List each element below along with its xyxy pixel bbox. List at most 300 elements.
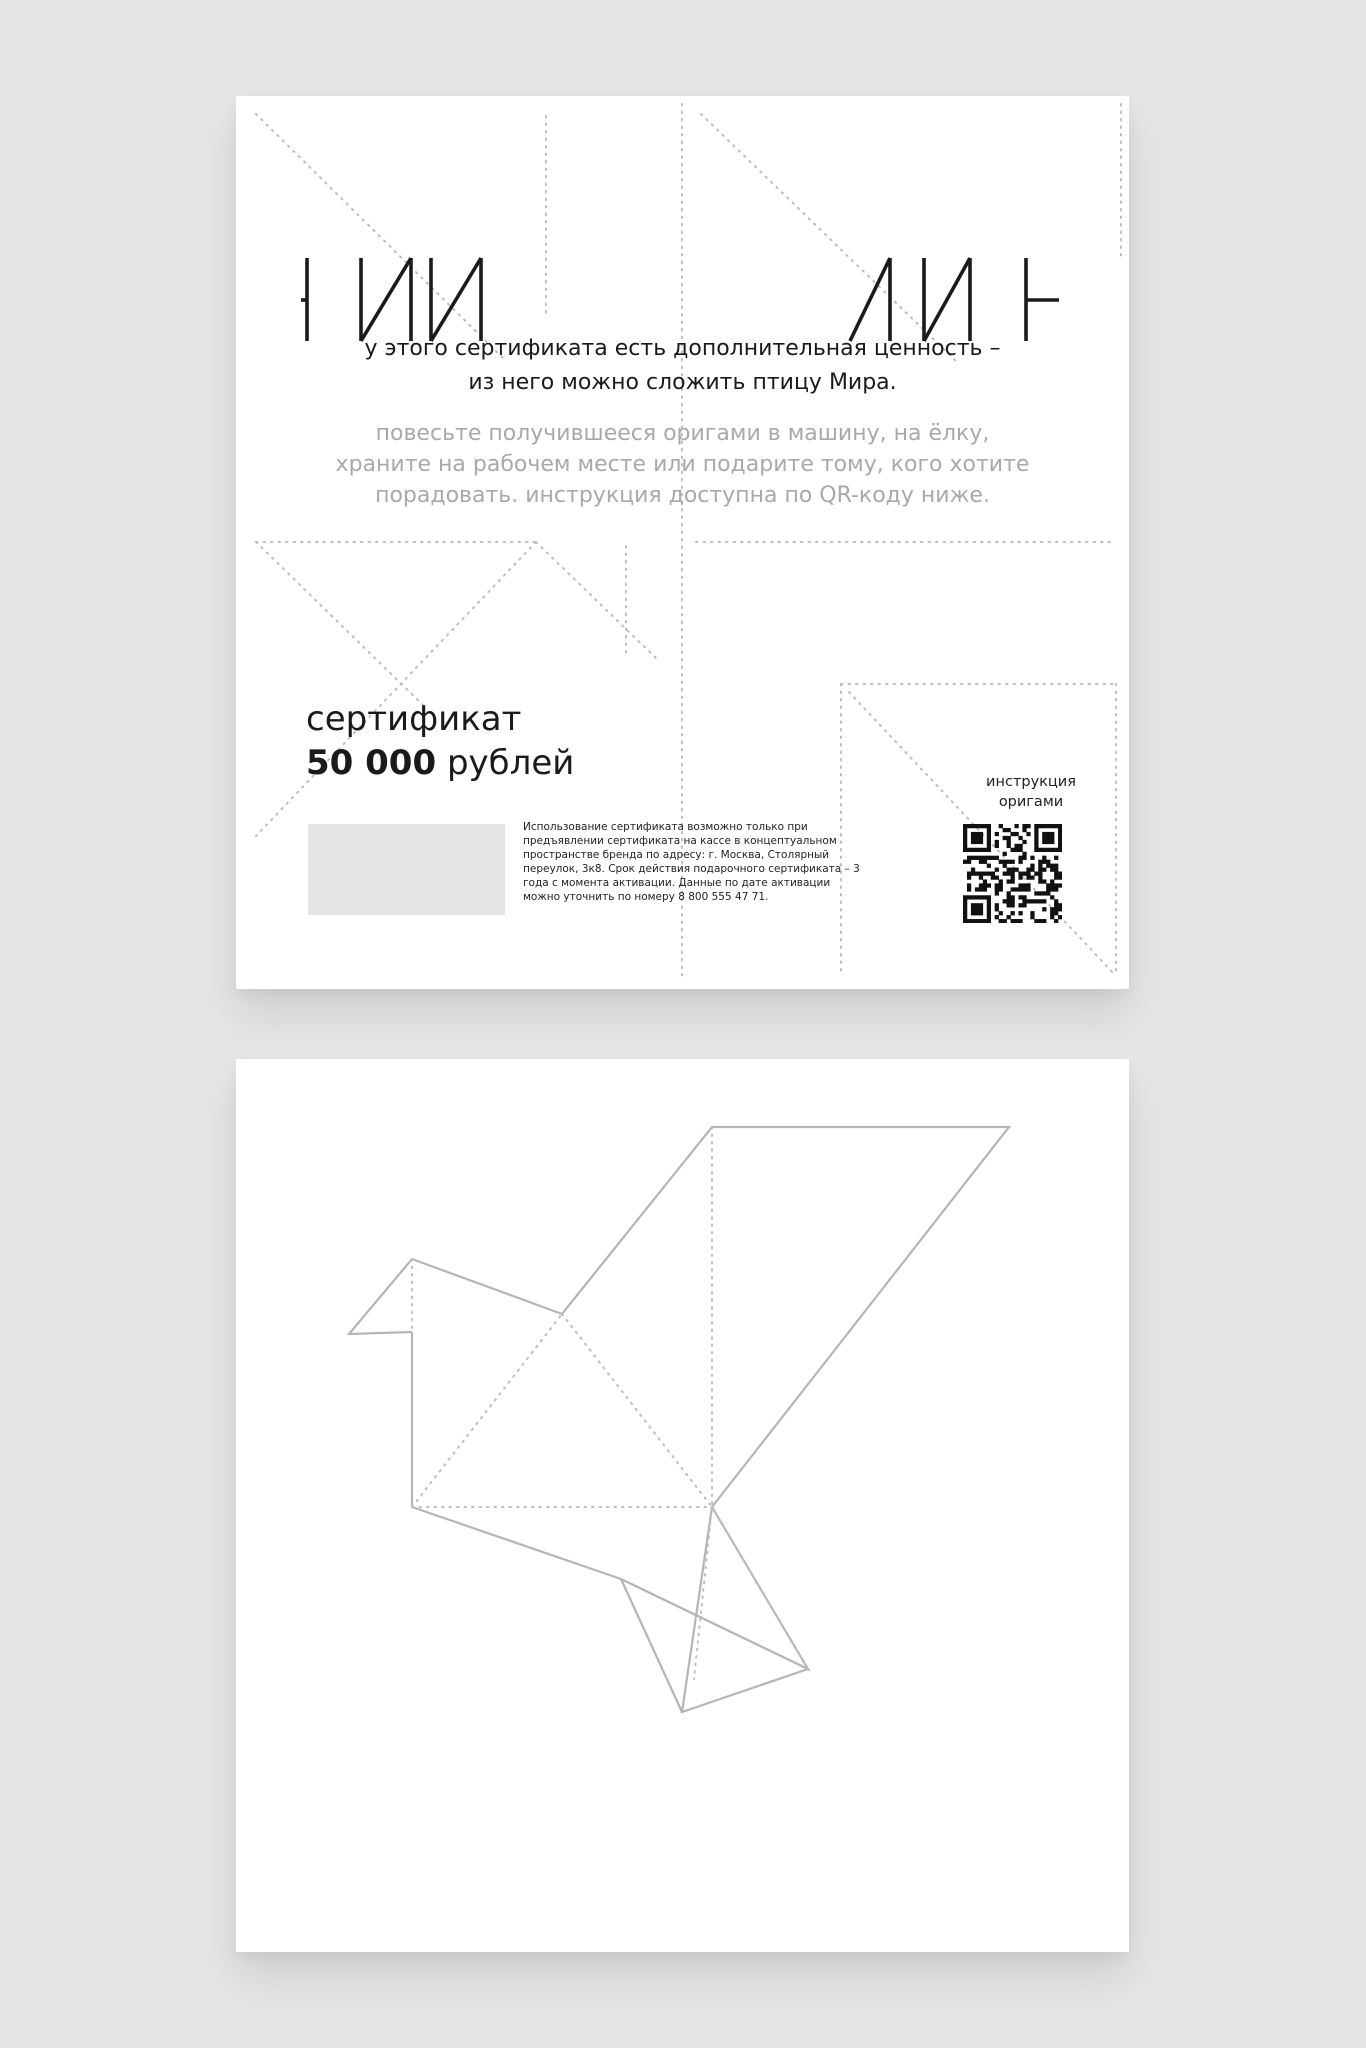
qr-module — [1038, 824, 1042, 828]
qr-caption — [936, 772, 1126, 812]
qr-module — [1054, 872, 1058, 876]
qr-module — [1022, 899, 1026, 903]
qr-module — [987, 872, 991, 876]
qr-module — [1034, 832, 1038, 836]
qr-module — [1050, 879, 1054, 883]
qr-module — [1034, 848, 1038, 852]
qr-module — [1018, 895, 1022, 899]
qr-module — [1038, 864, 1042, 868]
dove-outline — [349, 1127, 1009, 1669]
qr-module — [1007, 860, 1011, 864]
qr-module — [963, 832, 967, 836]
qr-module — [971, 848, 975, 852]
qr-module — [1054, 824, 1058, 828]
qr-module — [987, 895, 991, 899]
qr-module — [1042, 907, 1046, 911]
qr-module — [971, 895, 975, 899]
qr-module — [995, 875, 999, 879]
qr-module — [1007, 903, 1011, 907]
qr-module — [967, 887, 971, 891]
qr-module — [975, 856, 979, 860]
qr-module — [1050, 907, 1054, 911]
qr-module — [1050, 883, 1054, 887]
qr-module — [963, 903, 967, 907]
qr-module — [1046, 824, 1050, 828]
qr-module — [967, 824, 971, 828]
qr-module — [1034, 840, 1038, 844]
qr-module — [1038, 872, 1042, 876]
qr-module — [1018, 911, 1022, 915]
qr-module — [983, 856, 987, 860]
qr-module — [975, 824, 979, 828]
qr-module — [979, 856, 983, 860]
sub-line-1: повесьте получившееся оригами в машину, на ёлку, — [375, 421, 990, 446]
qr-module — [1007, 872, 1011, 876]
qr-module — [971, 919, 975, 923]
qr-module — [1042, 836, 1046, 840]
qr-module — [1058, 903, 1062, 907]
qr-module — [1022, 856, 1026, 860]
qr-module — [963, 828, 967, 832]
certificate-value — [306, 742, 574, 784]
qr-module — [1018, 903, 1022, 907]
qr-module — [1054, 868, 1058, 872]
qr-module — [963, 848, 967, 852]
qr-module — [1007, 915, 1011, 919]
qr-module — [995, 844, 999, 848]
qr-module — [1014, 832, 1018, 836]
qr-module — [1022, 887, 1026, 891]
qr-module — [1018, 836, 1022, 840]
qr-module — [1026, 875, 1030, 879]
qr-module — [963, 860, 967, 864]
qr-module — [987, 907, 991, 911]
qr-module — [1042, 868, 1046, 872]
qr-module — [987, 828, 991, 832]
qr-module — [983, 848, 987, 852]
qr-module — [979, 836, 983, 840]
qr-module — [995, 832, 999, 836]
qr-module — [987, 856, 991, 860]
qr-module — [979, 911, 983, 915]
qr-module — [1054, 856, 1058, 860]
qr-module — [1058, 832, 1062, 836]
qr-module — [999, 887, 1003, 891]
qr-module — [1058, 824, 1062, 828]
qr-module — [963, 911, 967, 915]
qr-caption-line-1: инструкция — [986, 774, 1076, 790]
qr-module — [1026, 832, 1030, 836]
qr-module — [1014, 824, 1018, 828]
qr-module — [1050, 836, 1054, 840]
qr-module — [1003, 872, 1007, 876]
qr-module — [995, 840, 999, 844]
activation-code-box — [308, 824, 505, 915]
qr-module — [963, 915, 967, 919]
sub-line-3: порадовать. инструкция доступна по QR-коду ниже. — [375, 483, 990, 508]
qr-module — [1018, 856, 1022, 860]
qr-module — [1022, 840, 1026, 844]
qr-module — [979, 872, 983, 876]
qr-module — [1038, 860, 1042, 864]
qr-module — [1038, 879, 1042, 883]
qr-module — [1022, 852, 1026, 856]
qr-module — [963, 836, 967, 840]
qr-module — [1050, 824, 1054, 828]
qr-module — [975, 872, 979, 876]
qr-module — [1018, 844, 1022, 848]
instruction-paragraph — [236, 418, 1129, 511]
qr-module — [963, 844, 967, 848]
qr-module — [1054, 875, 1058, 879]
qr-module — [967, 872, 971, 876]
qr-module — [1030, 875, 1034, 879]
qr-module — [983, 879, 987, 883]
qr-module — [1003, 836, 1007, 840]
qr-module — [1050, 864, 1054, 868]
qr-module — [963, 899, 967, 903]
qr-module — [987, 919, 991, 923]
qr-module — [999, 883, 1003, 887]
qr-module — [967, 856, 971, 860]
qr-module — [1046, 887, 1050, 891]
qr-module — [987, 911, 991, 915]
qr-module — [999, 879, 1003, 883]
qr-module — [967, 919, 971, 923]
qr-module — [1042, 919, 1046, 923]
qr-module — [1046, 864, 1050, 868]
qr-module — [975, 907, 979, 911]
certificate-currency: рублей — [446, 743, 575, 783]
qr-module — [983, 860, 987, 864]
qr-module — [983, 887, 987, 891]
qr-module — [1022, 872, 1026, 876]
qr-module — [995, 868, 999, 872]
qr-module — [1018, 848, 1022, 852]
qr-module — [975, 848, 979, 852]
qr-module — [987, 915, 991, 919]
qr-module — [1007, 868, 1011, 872]
qr-module — [1022, 883, 1026, 887]
qr-module — [1030, 915, 1034, 919]
qr-module — [1011, 860, 1015, 864]
qr-module — [967, 883, 971, 887]
qr-module — [1054, 887, 1058, 891]
qr-module — [1014, 848, 1018, 852]
qr-module — [1034, 828, 1038, 832]
qr-module — [1046, 891, 1050, 895]
qr-module — [963, 895, 967, 899]
qr-module — [1046, 840, 1050, 844]
qr-module — [979, 832, 983, 836]
qr-module — [1058, 875, 1062, 879]
qr-module — [1042, 891, 1046, 895]
qr-module — [1003, 860, 1007, 864]
qr-module — [1014, 868, 1018, 872]
qr-module — [1018, 919, 1022, 923]
qr-module — [995, 883, 999, 887]
qr-module — [1026, 887, 1030, 891]
qr-module — [1011, 832, 1015, 836]
qr-module — [1026, 872, 1030, 876]
certificate-front — [236, 96, 1129, 989]
qr-module — [1058, 907, 1062, 911]
dove-tail-outline — [682, 1507, 808, 1712]
qr-module — [1054, 903, 1058, 907]
qr-module — [987, 844, 991, 848]
qr-module — [1011, 895, 1015, 899]
qr-module — [1038, 848, 1042, 852]
qr-module — [1054, 911, 1058, 915]
qr-module — [1038, 868, 1042, 872]
lead-line-2: из него можно сложить птицу Мира. — [468, 370, 897, 395]
qr-module — [1054, 907, 1058, 911]
qr-module — [1003, 828, 1007, 832]
qr-module — [1042, 856, 1046, 860]
qr-module — [971, 824, 975, 828]
qr-module — [1046, 848, 1050, 852]
qr-module — [999, 860, 1003, 864]
qr-module — [971, 872, 975, 876]
qr-module — [1038, 891, 1042, 895]
qr-module — [1026, 824, 1030, 828]
qr-module — [1011, 911, 1015, 915]
qr-module — [1018, 872, 1022, 876]
certificate-label: сертификат — [306, 699, 522, 739]
qr-module — [1014, 887, 1018, 891]
qr-module — [971, 903, 975, 907]
qr-module — [1026, 868, 1030, 872]
qr-module — [971, 911, 975, 915]
qr-module — [995, 907, 999, 911]
qr-module — [1003, 864, 1007, 868]
qr-module — [1034, 899, 1038, 903]
qr-module — [995, 856, 999, 860]
qr-module — [971, 868, 975, 872]
qr-module — [971, 832, 975, 836]
qr-module — [979, 860, 983, 864]
qr-module — [1050, 911, 1054, 915]
qr-module — [1058, 915, 1062, 919]
certificate-amount: 50 000 — [306, 743, 437, 783]
qr-module — [1046, 860, 1050, 864]
qr-module — [1050, 895, 1054, 899]
qr-module — [1058, 883, 1062, 887]
qr-module — [1038, 899, 1042, 903]
qr-module — [1058, 872, 1062, 876]
qr-module — [1022, 895, 1026, 899]
qr-module — [1007, 899, 1011, 903]
qr-module — [1011, 879, 1015, 883]
qr-module — [1054, 848, 1058, 852]
qr-module — [1058, 828, 1062, 832]
certificate-back — [236, 1059, 1129, 1952]
qr-module — [1011, 868, 1015, 872]
sub-line-2: храните на рабочем месте или подарите тому, кого хотите — [335, 452, 1030, 477]
qr-module — [1022, 824, 1026, 828]
qr-module — [1018, 883, 1022, 887]
qr-module — [979, 887, 983, 891]
qr-module — [1011, 887, 1015, 891]
qr-module — [979, 903, 983, 907]
qr-module — [1034, 836, 1038, 840]
qr-module — [1007, 844, 1011, 848]
qr-module — [1022, 828, 1026, 832]
qr-module — [1011, 899, 1015, 903]
qr-module — [1050, 832, 1054, 836]
qr-module — [1042, 899, 1046, 903]
qr-caption-line-2: оригами — [998, 794, 1064, 810]
qr-module — [1042, 832, 1046, 836]
lead-line-1: у этого сертификата есть дополнительная ценность – — [364, 336, 1001, 361]
qr-module — [1050, 887, 1054, 891]
qr-module — [975, 903, 979, 907]
qr-module — [975, 919, 979, 923]
qr-module — [1042, 848, 1046, 852]
qr-module — [983, 824, 987, 828]
qr-module — [967, 895, 971, 899]
qr-module — [1018, 887, 1022, 891]
qr-module — [1030, 899, 1034, 903]
qr-module — [987, 864, 991, 868]
qr-module — [987, 836, 991, 840]
qr-module — [1030, 868, 1034, 872]
qr-module — [1011, 848, 1015, 852]
qr-module — [1034, 824, 1038, 828]
qr-module — [963, 919, 967, 923]
qr-module — [987, 903, 991, 907]
qr-module — [1007, 840, 1011, 844]
qr-module — [1054, 883, 1058, 887]
qr-module — [1026, 899, 1030, 903]
qr-module — [983, 895, 987, 899]
qr-module — [1050, 848, 1054, 852]
qr-module — [979, 875, 983, 879]
qr-module — [1050, 868, 1054, 872]
lead-paragraph — [236, 332, 1129, 400]
qr-module — [1034, 872, 1038, 876]
qr-module — [999, 824, 1003, 828]
qr-module — [987, 832, 991, 836]
qr-module — [963, 907, 967, 911]
fold-line — [562, 1314, 712, 1507]
qr-module — [995, 891, 999, 895]
qr-module — [979, 919, 983, 923]
qr-module — [991, 872, 995, 876]
qr-module — [987, 899, 991, 903]
qr-module — [1007, 836, 1011, 840]
qr-module — [979, 883, 983, 887]
qr-module — [1026, 883, 1030, 887]
qr-module — [1046, 883, 1050, 887]
qr-module — [1018, 875, 1022, 879]
qr-module — [983, 872, 987, 876]
qr-module — [1058, 836, 1062, 840]
qr-module — [1034, 919, 1038, 923]
qr-module — [987, 883, 991, 887]
qr-module — [987, 824, 991, 828]
qr-module — [1054, 899, 1058, 903]
qr-module — [991, 875, 995, 879]
qr-module — [1018, 860, 1022, 864]
qr-module — [975, 887, 979, 891]
qr-module — [963, 840, 967, 844]
qr-module — [987, 848, 991, 852]
qr-module — [975, 832, 979, 836]
qr-module — [971, 840, 975, 844]
qr-module — [1011, 903, 1015, 907]
qr-module — [975, 840, 979, 844]
qr-module — [1042, 840, 1046, 844]
qr-module — [1050, 840, 1054, 844]
qr-module — [1058, 848, 1062, 852]
qr-module — [995, 903, 999, 907]
qr-module — [1046, 832, 1050, 836]
qr-module — [1014, 844, 1018, 848]
qr-module — [1030, 864, 1034, 868]
qr-module — [1011, 872, 1015, 876]
qr-module — [1042, 879, 1046, 883]
qr-module — [995, 915, 999, 919]
qr-module — [987, 840, 991, 844]
qr-module — [979, 840, 983, 844]
dove-tail-edge — [621, 1579, 682, 1712]
qr-module — [1030, 856, 1034, 860]
qr-code-icon[interactable] — [963, 824, 1062, 923]
qr-module — [991, 856, 995, 860]
qr-module — [995, 887, 999, 891]
qr-module — [1011, 919, 1015, 923]
qr-module — [1042, 860, 1046, 864]
qr-module — [983, 883, 987, 887]
qr-module — [1034, 891, 1038, 895]
qr-module — [1007, 879, 1011, 883]
qr-module — [971, 836, 975, 840]
qr-module — [1007, 828, 1011, 832]
qr-module — [1022, 903, 1026, 907]
qr-module — [975, 836, 979, 840]
qr-module — [1042, 824, 1046, 828]
qr-module — [1038, 919, 1042, 923]
qr-module — [999, 919, 1003, 923]
qr-module — [975, 895, 979, 899]
origami-dove-icon — [236, 1059, 1129, 1952]
qr-module — [979, 907, 983, 911]
qr-module — [979, 895, 983, 899]
qr-module — [971, 856, 975, 860]
qr-module — [967, 860, 971, 864]
qr-module — [983, 919, 987, 923]
qr-module — [971, 907, 975, 911]
qr-module — [1034, 844, 1038, 848]
qr-module — [1014, 919, 1018, 923]
qr-module — [1011, 875, 1015, 879]
qr-module — [1058, 840, 1062, 844]
qr-module — [999, 911, 1003, 915]
qr-module — [1058, 844, 1062, 848]
qr-module — [1046, 836, 1050, 840]
qr-module — [1007, 895, 1011, 899]
qr-module — [1003, 919, 1007, 923]
qr-module — [1007, 891, 1011, 895]
qr-module — [1050, 915, 1054, 919]
qr-module — [1054, 919, 1058, 923]
qr-module — [1054, 864, 1058, 868]
fold-line — [412, 1314, 562, 1507]
qr-module — [1003, 899, 1007, 903]
qr-module — [1003, 852, 1007, 856]
qr-module — [967, 875, 971, 879]
